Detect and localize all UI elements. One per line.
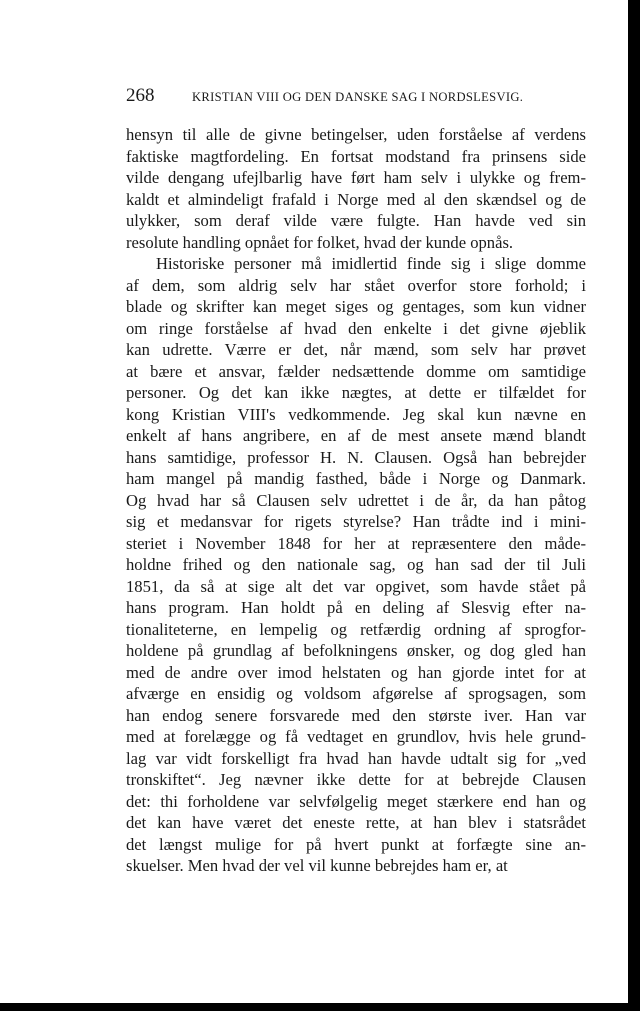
- text-line: steriet i November 1848 for her at repræsentere den måde-: [126, 533, 586, 553]
- text-line: om ringe forståelse af hvad den enkelte i det givne øjeblik: [126, 318, 586, 338]
- text-line: hensyn til alle de givne betingelser, uden forståelse af verdens: [126, 125, 586, 144]
- text-line: personer. Og det kan ikke nægtes, at dette er tilfældet for: [126, 383, 586, 402]
- text-line: det kan have været det eneste rette, at han blev i statsrådet: [126, 813, 586, 832]
- text-line: hans samtidige, professor H. N. Clausen. Også han bebrejder: [126, 447, 586, 467]
- page-header: [126, 84, 586, 108]
- text-line: holdne frihed og den nationale sag, og han sad der til Juli: [126, 555, 586, 574]
- text-line: hans program. Han holdt på en deling af Slesvig efter na-: [126, 598, 586, 617]
- text-line: lag var vidt forskelligt fra hvad han havde udtalt sig for „ved: [126, 748, 586, 768]
- text-line: enkelt af hans angribere, en af de mest ansete mænd blandt: [126, 426, 586, 445]
- text-line: med de andre over imod helstaten og han gjorde intet for at: [126, 662, 586, 682]
- text-line: afværge en ensidig og voldsom afgørelse af sprogsagen, som: [126, 684, 586, 703]
- text-line: Historiske personer må imidlertid finde sig i slige domme: [156, 254, 586, 273]
- page-edge-right: [628, 0, 640, 1011]
- text-line: med at forelægge og få vedtaget en grundlov, hvis hele grund-: [126, 727, 586, 746]
- text-line: resolute handling opnået for folket, hvad der kunde opnås.: [126, 232, 514, 252]
- running-head: KRISTIAN VIII OG DEN DANSKE SAG I NORDSLESVIG.: [192, 90, 524, 104]
- text-line: ulykker, som deraf vilde være fulgte. Han havde ved sin: [126, 211, 586, 230]
- text-line: at bære et ansvar, fælder nedsættende domme om samtidige: [126, 361, 586, 381]
- text-line: sig et medansvar for rigets styrelse? Han trådte ind i mini-: [126, 512, 586, 531]
- text-line: af dem, som aldrig selv har stået overfor store forhold; i: [126, 275, 586, 295]
- paragraph: [126, 124, 586, 253]
- text-line: tronskiftet“. Jeg nævner ikke dette for at bebrejde Clausen: [126, 770, 586, 789]
- text-line: vilde dengang ufejlbarlig have ført ham selv i ulykke og frem-: [126, 168, 586, 187]
- body-text: [126, 124, 586, 877]
- text-line: kaldt et almindeligt frafald i Norge med al den skændsel og de: [126, 189, 586, 209]
- text-line: skuelser. Men hvad der vel vil kunne bebrejdes ham er, at: [126, 856, 508, 875]
- text-line: ham mangel på mandig fasthed, både i Norge og Danmark.: [126, 469, 586, 488]
- text-line: det: thi forholdene var selvfølgelig meget stærkere end han og: [126, 791, 586, 811]
- text-line: tionaliteterne, en lempelig og retfærdig ordning af sprogfor-: [126, 619, 586, 639]
- text-line: Og hvad har så Clausen selv udrettet i de år, da han påtog: [126, 490, 586, 510]
- text-line: kan udrette. Værre er det, når mænd, som selv har prøvet: [126, 340, 586, 359]
- text-line: faktiske magtfordeling. En fortsat modstand fra prinsens side: [126, 146, 586, 166]
- paragraph: [126, 253, 586, 877]
- page-edge-bottom: [0, 1003, 640, 1011]
- text-line: blade og skrifter kan meget siges og gentages, som kun vidner: [126, 297, 586, 316]
- text-line: det længst mulige for på hvert punkt at forfægte sine an-: [126, 834, 586, 854]
- text-line: holdene på grundlag af befolkningens ønsker, og dog gled han: [126, 641, 586, 660]
- text-line: kong Kristian VIII's vedkommende. Jeg skal kun nævne en: [126, 404, 586, 424]
- text-line: han endog senere forsvarede med den største iver. Han var: [126, 705, 586, 725]
- page-number: 268: [126, 85, 155, 106]
- text-line: 1851, da så at sige alt det var opgivet, som havde stået på: [126, 576, 586, 596]
